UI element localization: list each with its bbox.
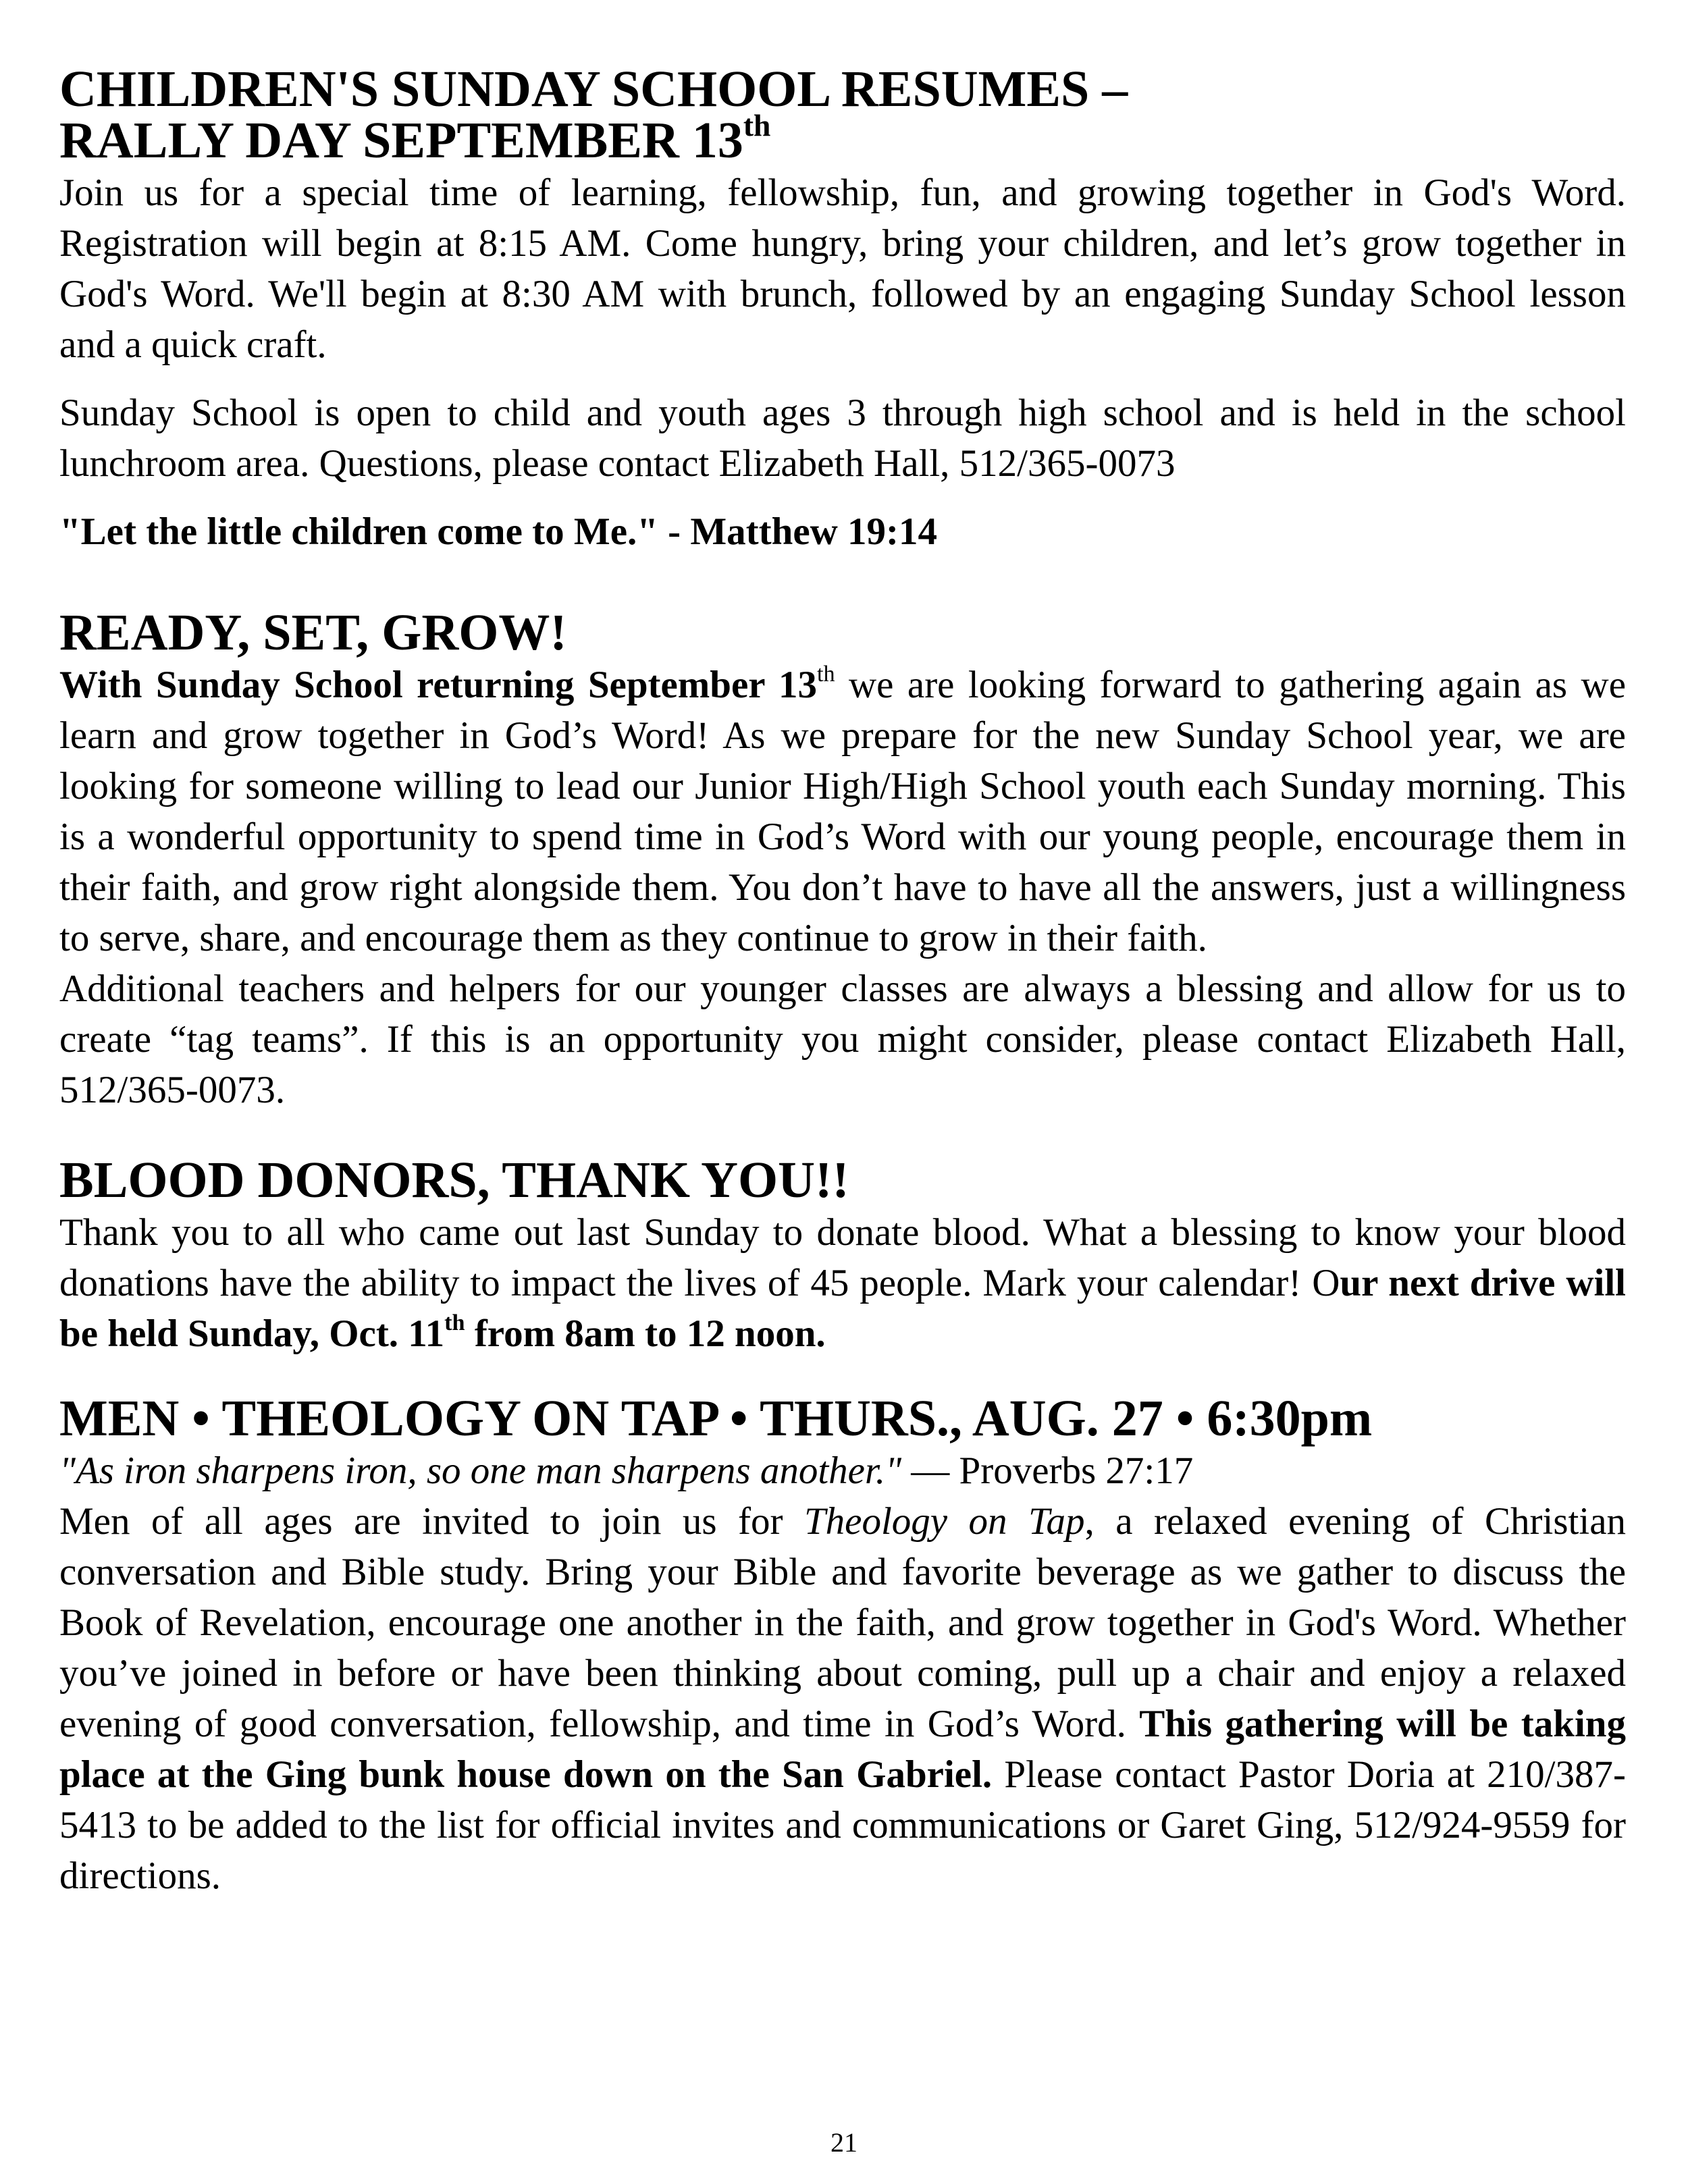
heading-line-1: CHILDREN'S SUNDAY SCHOOL RESUMES –	[59, 61, 1128, 117]
bold-location: This gathering will be taking place at the Ging bunk house down on the San Gabriel.	[59, 1703, 1626, 1796]
section-ready-set-grow	[59, 604, 1626, 1115]
paragraph-youth-leader	[59, 660, 1626, 963]
paragraph-body: we are looking forward to gathering again as we learn and grow together in God’s Word! As we prepare for the new Sunday School year, we are looking for someone willing to lead our Junior High/High School youth each Sunday morning. This is a wonderful opportunity to spend time in God’s Word with our young people, encourage them in their faith, and grow right alongside them. You don’t have to have all the answers, just a willingness to serve, share, and encourage them as they continue to grow in their faith.	[59, 664, 1626, 959]
section-blood-donors	[59, 1154, 1626, 1359]
bible-quote-matthew: "Let the little children come to Me." - Matthew 19:14	[59, 510, 938, 553]
paragraph-teachers-helpers: Additional teachers and helpers for our younger classes are always a blessing and allow for us to create “tag teams”. If this is an opportunity you might consider, please contact Elizabeth Hall, 512/365-0073.	[59, 967, 1626, 1111]
paragraph-blood-drive	[59, 1207, 1626, 1359]
heading-theology-on-tap: MEN • THEOLOGY ON TAP • THURS., AUG. 27 • 6:30pm	[59, 1390, 1373, 1447]
newsletter-page	[59, 59, 1626, 1901]
superscript-th: th	[816, 662, 835, 687]
superscript-th: th	[444, 1310, 465, 1336]
paragraph-ages: Sunday School is open to child and youth ages 3 through high school and is held in the school lunchroom area. Questions, please contact Elizabeth Hall, 512/365-0073	[59, 392, 1626, 485]
verse-proverbs	[59, 1445, 1626, 1496]
paragraph-body: Thank you to all who came out last Sunday to donate blood. What a blessing to know your blood donations have the ability to impact the lives of 45 people. Mark your calendar! O	[59, 1211, 1626, 1304]
verse-reference: — Proverbs 27:17	[901, 1449, 1194, 1492]
bold-intro: With Sunday School returning September 13	[59, 664, 817, 706]
heading-superscript: th	[743, 108, 771, 143]
text-part-a: Men of all ages are invited to join us for	[59, 1500, 804, 1543]
bold-next-drive: ur next drive will be held Sunday, Oct. 11	[59, 1262, 1626, 1355]
text-part-b: , a relaxed evening of Christian conversation and Bible study. Bring your Bible and favorite beverage as we gather to discuss the Book of Revelation, encourage one another in the faith, and grow together in God's Word. Whether you’ve joined in before or have been thinking about coming, pull up a chair and enjoy a relaxed evening of good conversation, fellowship, and time in God’s Word.	[59, 1500, 1626, 1745]
section-theology-on-tap	[59, 1390, 1626, 1901]
paragraph-theology-details	[59, 1496, 1626, 1901]
heading-ready-set-grow: READY, SET, GROW!	[59, 604, 567, 661]
text-part-c: Please contact Pastor Doria at 210/387-5413 to be added to the list for official invites and communications or Garet Ging, 512/924-9559 for directions.	[59, 1753, 1626, 1897]
page-number: 21	[830, 2127, 858, 2158]
heading-sunday-school-resumes	[59, 61, 1626, 169]
italic-theology-on-tap: Theology on Tap	[803, 1500, 1085, 1543]
paragraph-registration: Join us for a special time of learning, fellowship, fun, and growing together in God's Word. Registration will begin at 8:15 AM. Come hungry, bring your children, and let’s grow together in God's Word. We'll begin at 8:30 AM with brunch, followed by an engaging Sunday School lesson and a quick craft.	[59, 171, 1626, 366]
bold-time: from 8am to 12 noon.	[465, 1312, 826, 1355]
verse-text: "As iron sharpens iron, so one man sharpens another."	[59, 1449, 902, 1492]
section-sunday-school-resumes	[59, 63, 1626, 557]
heading-line-2: RALLY DAY SEPTEMBER 13	[59, 112, 743, 169]
heading-blood-donors: BLOOD DONORS, THANK YOU!!	[59, 1152, 849, 1208]
